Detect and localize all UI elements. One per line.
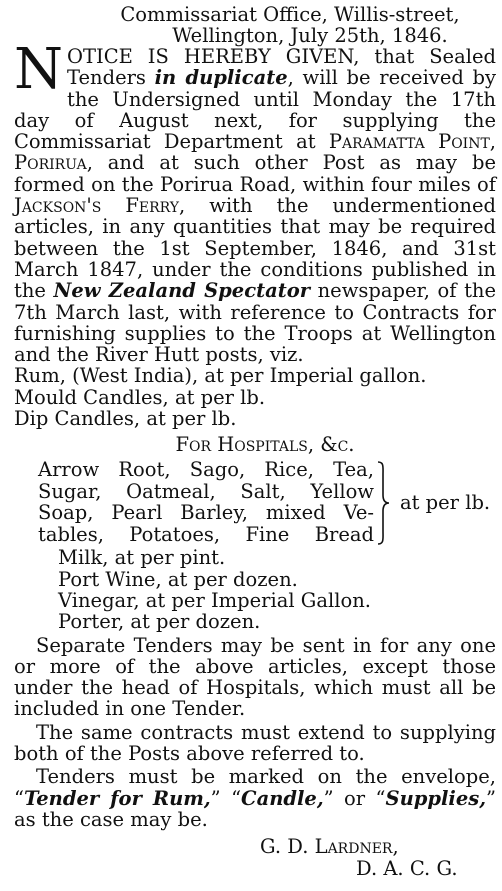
item-milk: Milk, at per pint. [58, 546, 226, 570]
header [14, 4, 496, 46]
supplies-emphasis: Supplies, [385, 786, 487, 810]
hospitals-line: tables, Potatoes, Fine Bread [38, 522, 374, 546]
item-port-wine: Port Wine, at per dozen. [58, 567, 298, 591]
at-per-lb-label: at per lb. [400, 491, 491, 515]
separate-tenders-paragraph [14, 635, 496, 720]
notice-text-2: , will be received by the Undersigned until Monday the 17th day of August next, for supplying the Commissariat Department at [14, 66, 496, 154]
hospitals-line: Sugar, Oatmeal, Salt, Yellow [38, 479, 374, 503]
signature-name: G. D. Lardner, [260, 835, 399, 859]
contracts-text: The same contracts must extend to supplying both of the Posts above referred to. [14, 720, 496, 766]
contracts-paragraph [14, 722, 496, 765]
envelope-paragraph [14, 766, 496, 830]
hospitals-bracketed-list [14, 459, 496, 547]
signature-title: D. A. C. G. [356, 857, 458, 881]
item-dip-candles: Dip Candles, at per lb. [14, 407, 237, 431]
envelope-text-3: ” or “ [323, 786, 386, 810]
envelope-text-1: Tenders must be marked on the envelope, “ [14, 765, 496, 810]
item-rum: Rum, (West India), at per Imperial gallon. [14, 364, 427, 388]
envelope-text-4: ” as the case may be. [14, 786, 496, 831]
notice-text-5: newspaper, of the 7th March last, with reference to Contracts for furnishing supplies to the Troops at Wellington and the River Hutt posts, viz. [14, 279, 497, 367]
notice-paragraph [14, 37, 497, 367]
right-brace-icon [376, 461, 390, 545]
hospitals-heading: For Hospitals, &c. [175, 433, 355, 457]
hospitals-line: Arrow Root, Sago, Rice, Tea, [38, 458, 374, 482]
in-duplicate-emphasis: in duplicate [154, 66, 288, 90]
notice-text-4: , with the undermentioned articles, in any quantities that may be required between the 1st September, 1846, and 31st March 1847, under the conditions published in the [14, 194, 496, 303]
item-porter: Porter, at per dozen. [58, 610, 261, 634]
separate-tenders-text: Separate Tenders may be sent in for any one or more of the above articles, except those under the head of Hospitals, which must all be included in one Tender. [14, 633, 496, 721]
envelope-text-2: ” “ [210, 786, 242, 810]
item-vinegar: Vinegar, at per Imperial Gallon. [58, 588, 371, 612]
notice-text-1: OTICE IS HEREBY GIVEN, that Sealed Tenders [67, 45, 496, 90]
hospitals-lines [38, 459, 374, 545]
nz-spectator-emphasis: New Zealand Spectator [53, 279, 311, 303]
drop-cap: N [14, 37, 63, 102]
header-date: Wellington, July 25th, 1846. [172, 24, 448, 47]
candle-emphasis: Candle, [241, 786, 324, 810]
item-mould-candles: Mould Candles, at per lb. [14, 385, 266, 409]
header-address: Commissariat Office, Willis-street, [120, 3, 460, 26]
paramatta-point-smallcaps: Paramatta Point, Porirua [14, 130, 496, 175]
jacksons-ferry-smallcaps: Jackson's Ferry [14, 194, 180, 218]
notice-text-3: , and at such other Post as may be formed on the Porirua Road, within four miles of [14, 151, 496, 196]
tender-rum-emphasis: Tender for Rum, [23, 786, 211, 810]
hospitals-line: Soap, Pearl Barley, mixed Ve- [38, 501, 374, 525]
